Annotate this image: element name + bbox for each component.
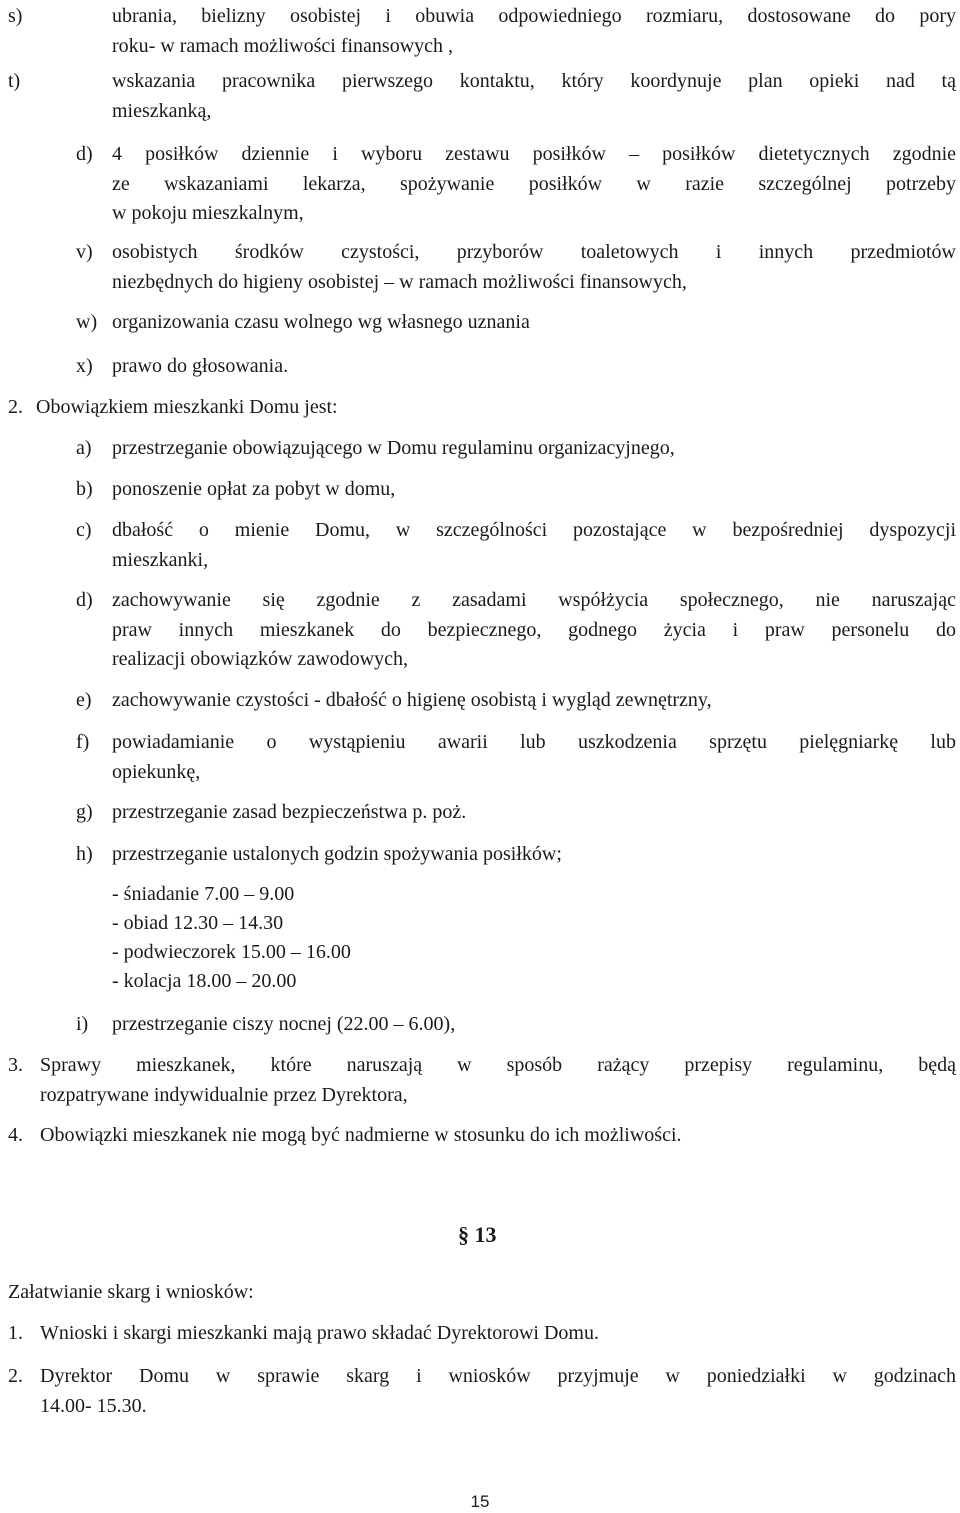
- list-text-line: wskazania pracownika pierwszego kontaktu, który koordynuje plan opieki nad tą: [112, 70, 956, 92]
- point-text-line: Wnioski i skargi mieszkanki mają prawo składać Dyrektorowi Domu.: [40, 1322, 599, 1344]
- list-text-line: ze wskazaniami lekarza, spożywanie posiłków w razie szczególnej potrzeby: [112, 172, 956, 195]
- meal-time: - kolacja 18.00 – 20.00: [112, 970, 297, 992]
- list-label: w): [76, 311, 98, 333]
- list-item-v: [76, 238, 956, 297]
- list-text-line: organizowania czasu wolnego wg własnego uznania: [112, 311, 530, 333]
- list-text-line: osobistych środków czystości, przyborów toaletowych i innych przedmiotów: [112, 241, 956, 263]
- list-label: d): [76, 589, 93, 611]
- meal-time: - podwieczorek 15.00 – 16.00: [112, 941, 351, 963]
- list-text-line: przestrzeganie obowiązującego w Domu regulaminu organizacyjnego,: [112, 437, 675, 459]
- point-text-line: Sprawy mieszkanek, które naruszają w sposób rażący przepisy regulaminu, będą: [40, 1054, 956, 1076]
- list-text-line: 4 posiłków dziennie i wyboru zestawu posiłków – posiłków dietetycznych zgodnie: [112, 143, 956, 165]
- list-text-line: w pokoju mieszkalnym,: [112, 202, 304, 224]
- list-label: i): [76, 1013, 89, 1035]
- list-text-line: niezbędnych do higieny osobistej – w ramach możliwości finansowych,: [112, 270, 687, 293]
- list-item-e: [76, 686, 956, 716]
- list-label: x): [76, 355, 93, 377]
- list-label: f): [76, 731, 90, 753]
- list-text-line: przestrzeganie ciszy nocnej (22.00 – 6.00),: [112, 1013, 456, 1035]
- list-label: c): [76, 519, 92, 541]
- list-item-i: [76, 1010, 956, 1040]
- list-text-line: zachowywanie się zgodnie z zasadami współżycia społecznego, nie naruszając: [112, 589, 956, 611]
- point-text: Obowiązki mieszkanek nie mogą być nadmierne w stosunku do ich możliwości.: [40, 1124, 682, 1146]
- list-label: t): [8, 70, 21, 92]
- list-item-s: [8, 2, 956, 61]
- meal-time: - śniadanie 7.00 – 9.00: [112, 883, 295, 905]
- list-text-line: ponoszenie opłat za pobyt w domu,: [112, 478, 396, 500]
- list-item-g: [76, 798, 956, 828]
- list-item-t: [8, 67, 956, 126]
- list-text-line: powiadamianie o wystąpieniu awarii lub uszkodzenia sprzętu pielęgniarkę lub: [112, 731, 956, 753]
- list-text-line: prawo do głosowania.: [112, 355, 289, 377]
- list-text-line: mieszkanki,: [112, 548, 209, 571]
- list-label: g): [76, 801, 93, 823]
- list-text-line: ubrania, bielizny osobistej i obuwia odpowiedniego rozmiaru, dostosowane do pory: [112, 5, 956, 27]
- list-text-line: roku- w ramach możliwości finansowych ,: [112, 34, 454, 57]
- point-text-line: 14.00- 15.30.: [40, 1394, 147, 1417]
- list-item-a: [76, 434, 956, 464]
- point-label: 3.: [8, 1054, 23, 1076]
- list-label: b): [76, 478, 93, 500]
- list-label: h): [76, 843, 93, 865]
- point-label: 2.: [8, 1365, 23, 1387]
- list-text-line: dbałość o mienie Domu, w szczególności pozostające w bezpośredniej dyspozycji: [112, 519, 956, 541]
- list-item-d2: [76, 586, 956, 675]
- list-item-f: [76, 728, 956, 787]
- point-2: [8, 393, 956, 423]
- list-label: d): [76, 143, 93, 165]
- list-label: v): [76, 241, 93, 263]
- page-number: 15: [470, 1492, 490, 1511]
- list-label: a): [76, 437, 92, 459]
- list-item-h: [76, 840, 956, 870]
- complaint-item-2: [8, 1362, 956, 1421]
- list-text-line: przestrzeganie ustalonych godzin spożywania posiłków;: [112, 843, 562, 865]
- list-text-line: opiekunkę,: [112, 760, 201, 783]
- point-label: 2.: [8, 396, 23, 418]
- list-item-w: [76, 308, 956, 338]
- list-item-c: [76, 516, 956, 575]
- point-label: 1.: [8, 1322, 23, 1344]
- point-4: [8, 1121, 956, 1151]
- point-text-line: rozpatrywane indywidualnie przez Dyrektora,: [40, 1083, 408, 1106]
- list-item-x: [76, 352, 956, 382]
- list-label: s): [8, 5, 23, 27]
- list-text-line: zachowywanie czystości - dbałość o higienę osobistą i wygląd zewnętrzny,: [112, 689, 712, 711]
- list-text-line: praw innych mieszkanek do bezpiecznego, godnego życia i praw personelu do: [112, 618, 956, 641]
- complaint-item-1: [8, 1319, 956, 1349]
- list-item-b: [76, 475, 956, 505]
- section-heading: § 13: [458, 1222, 497, 1247]
- list-item-d: [76, 140, 956, 229]
- meal-time: - obiad 12.30 – 14.30: [112, 912, 284, 934]
- list-text-line: realizacji obowiązków zawodowych,: [112, 648, 408, 670]
- list-label: e): [76, 689, 92, 711]
- list-text-line: przestrzeganie zasad bezpieczeństwa p. poż.: [112, 801, 467, 823]
- list-text-line: mieszkanką,: [112, 99, 212, 122]
- point-text-line: Dyrektor Domu w sprawie skarg i wniosków przyjmuje w poniedziałki w godzinach: [40, 1365, 956, 1387]
- point-3: [8, 1051, 956, 1110]
- point-text: Obowiązkiem mieszkanki Domu jest:: [36, 396, 338, 418]
- point-label: 4.: [8, 1124, 23, 1146]
- complaints-heading: Załatwianie skarg i wniosków:: [8, 1281, 254, 1303]
